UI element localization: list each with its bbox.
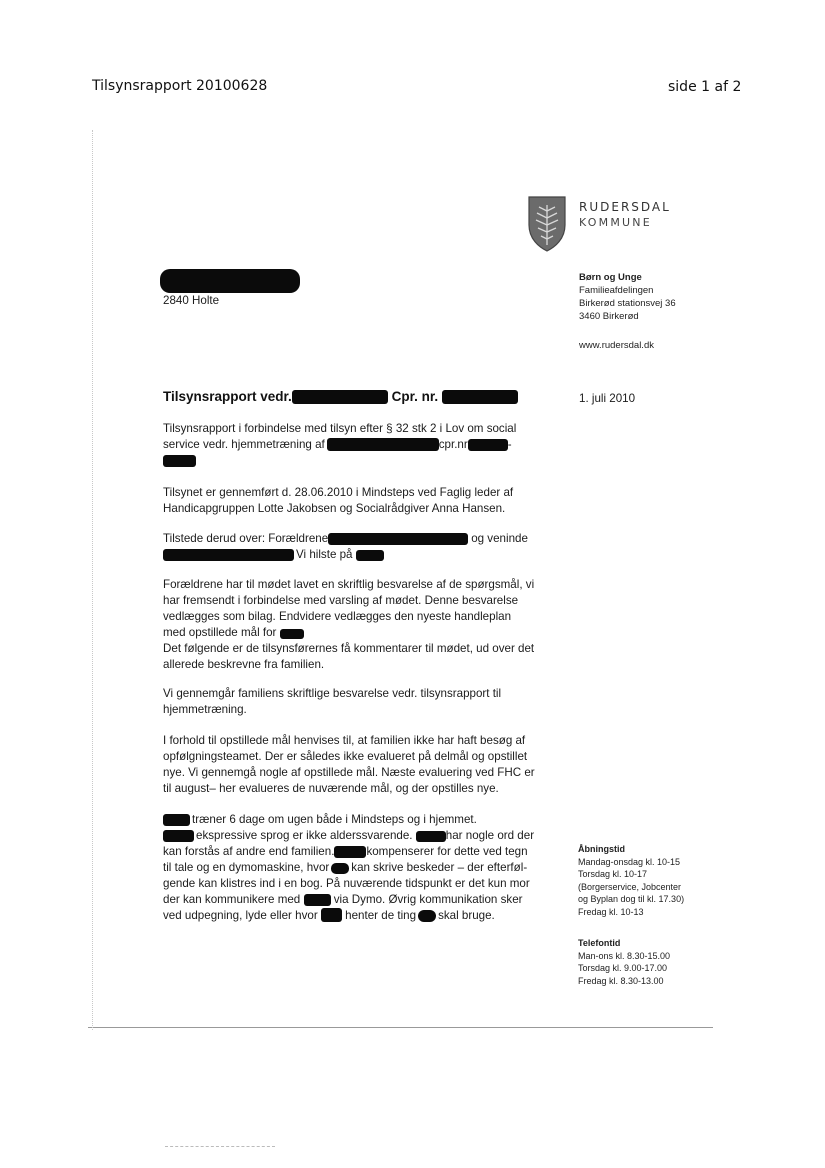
paragraph-line: Handicapgruppen Lotte Jakobsen og Socialrådgiver Anna Hansen. [163,502,506,515]
department-city: 3460 Birkerød [579,311,639,322]
paragraph-line: opfølgningsteamet. Der er således ikke evalueret på delmål og opstillet [163,750,528,763]
department-address [579,271,676,323]
redacted-cpr [468,439,508,451]
document-header-title: Tilsynsrapport 20100628 [92,78,268,94]
paragraph-line: med opstillede mål for [163,626,277,639]
paragraph-line: I forhold til opstillede mål henvises til, at familien ikke har haft besøg af [163,734,526,747]
page-indicator: side 1 af 2 [668,79,742,95]
redacted-pronoun [418,910,436,922]
redacted-child-name [292,390,388,404]
paragraph-line: kompenserer for dette ved tegn [366,845,528,858]
phone-hours-block [578,937,670,987]
redacted-child-name [334,846,366,858]
opening-hours-heading: Åbningstid [578,844,625,854]
paragraph-line: Tilsynsrapport i forbindelse med tilsyn efter § 32 stk 2 i Lov om social [163,422,517,435]
paragraph-line: via Dymo. Øvrig kommunikation sker [333,893,523,906]
redacted-child-name [416,831,446,842]
municipality-subtitle: KOMMUNE [579,216,652,229]
paragraph-line: kan skrive beskeder – der efterføl- [351,861,528,874]
paragraph-line: Vi gennemgår familiens skriftlige besvarelse vedr. tilsynsrapport til [163,687,502,700]
redacted-child-name [163,830,194,842]
redacted-child-name [163,814,190,826]
redacted-pronoun [321,908,342,922]
redacted-child-name [356,550,384,561]
phone-hours-line: Torsdag kl. 9.00-17.00 [578,963,668,973]
redacted-friend-name [163,549,294,561]
paragraph-family-response [163,577,563,673]
paragraph-line: Tilstede derud over: Forældrene [163,532,329,545]
redacted-pronoun [331,863,349,874]
paragraph-review [163,686,563,718]
phone-hours-line: Fredag kl. 8.30-13.00 [578,975,664,986]
paragraph-line: gende kan klistres ind i en bog. På nuværende tidspunkt er det kun mor [163,877,530,890]
paragraph-legal-basis [163,421,543,469]
report-date: 1. juli 2010 [579,392,636,405]
paragraph-line: henter de ting [345,909,417,922]
footer-rule [88,1027,713,1028]
paragraph-line: træner 6 dage om ugen både i Mindsteps og i hjemmet. [192,813,477,826]
phone-hours-heading: Telefontid [578,938,621,948]
paragraph-line: har nogle ord der [445,829,535,842]
paragraph-line: kan forstås af andre end familien. [163,845,335,858]
paragraph-line: Forældrene har til mødet lavet en skriftlig besvarelse af de spørgsmål, vi [163,578,535,591]
redacted-recipient-name [160,269,300,293]
paragraph-line: til tale og en dymomaskine, hvor [163,861,330,874]
paragraph-supervision-details [163,485,553,517]
redacted-child-name [304,894,331,906]
website-link[interactable]: www.rudersdal.dk [579,340,654,351]
opening-hours-line: Mandag-onsdag kl. 10-15 [578,856,681,867]
opening-hours-block [578,843,684,918]
opening-hours-line: Fredag kl. 10-13 [578,906,644,917]
report-title-prefix: Tilsynsrapport vedr. [163,389,292,404]
report-title [163,389,518,404]
paragraph-line: og veninde [471,532,528,545]
municipality-name: RUDERSDAL [579,200,671,214]
opening-hours-line: Torsdag kl. 10-17 [578,869,648,879]
paragraph-line: - [507,438,512,451]
redacted-cpr-suffix [163,455,196,467]
report-title-cpr: Cpr. nr. [391,389,439,404]
redacted-name [327,438,439,451]
paragraph-line: der kan kommunikere med [163,893,301,906]
paragraph-line: cpr.nr [438,438,468,451]
opening-hours-line: (Borgerservice, Jobcenter [578,881,682,892]
paragraph-line: nye. Vi gennemgå nogle af opstillede mål. Næste evaluering ved FHC er [163,766,535,779]
paragraph-line: hjemmetræning. [163,703,247,716]
recipient-postal: 2840 Holte [163,294,220,307]
opening-hours-line: og Byplan dog til kl. 17.30) [578,894,685,904]
paragraph-line: service vedr. hjemmetræning af [163,438,325,451]
paragraph-line: ved udpegning, lyde eller hvor [163,909,318,922]
paragraph-training-communication [163,812,573,924]
paragraph-goals [163,733,563,797]
scan-margin-artifact [92,130,93,1030]
department-unit: Familieafdelingen [579,285,654,296]
department-name: Børn og Unge [579,272,642,283]
paragraph-line: Vi hilste på [296,548,353,561]
paragraph-line: vedlægges som bilag. Endvidere vedlægges den nyeste handleplan [163,610,512,623]
rudersdal-coat-of-arms-logo [527,195,567,253]
phone-hours-line: Man-ons kl. 8.30-15.00 [578,950,671,961]
redacted-child-name [280,629,304,639]
redacted-cpr-number [442,390,518,404]
department-street: Birkerød stationsvej 36 [579,298,676,309]
paragraph-line: har fremsendt i forbindelse med varsling af mødet. Denne besvarelse [163,594,519,607]
paragraph-line: til august– her evalueres de nuværende mål, og der opstilles nye. [163,782,499,795]
redacted-parent-names [328,533,468,545]
paragraph-line: skal bruge. [438,909,495,922]
paragraph-line: ekspressive sprog er ikke alderssvarende. [196,829,413,842]
paragraph-line: allerede beskrevne fra familien. [163,658,325,671]
paragraph-line: Tilsynet er gennemført d. 28.06.2010 i Mindsteps ved Faglig leder af [163,486,514,499]
footer-dotted-line [165,1146,275,1147]
paragraph-line: Det følgende er de tilsynsførernes få kommentarer til mødet, ud over det [163,642,535,655]
paragraph-attendees [163,531,563,563]
